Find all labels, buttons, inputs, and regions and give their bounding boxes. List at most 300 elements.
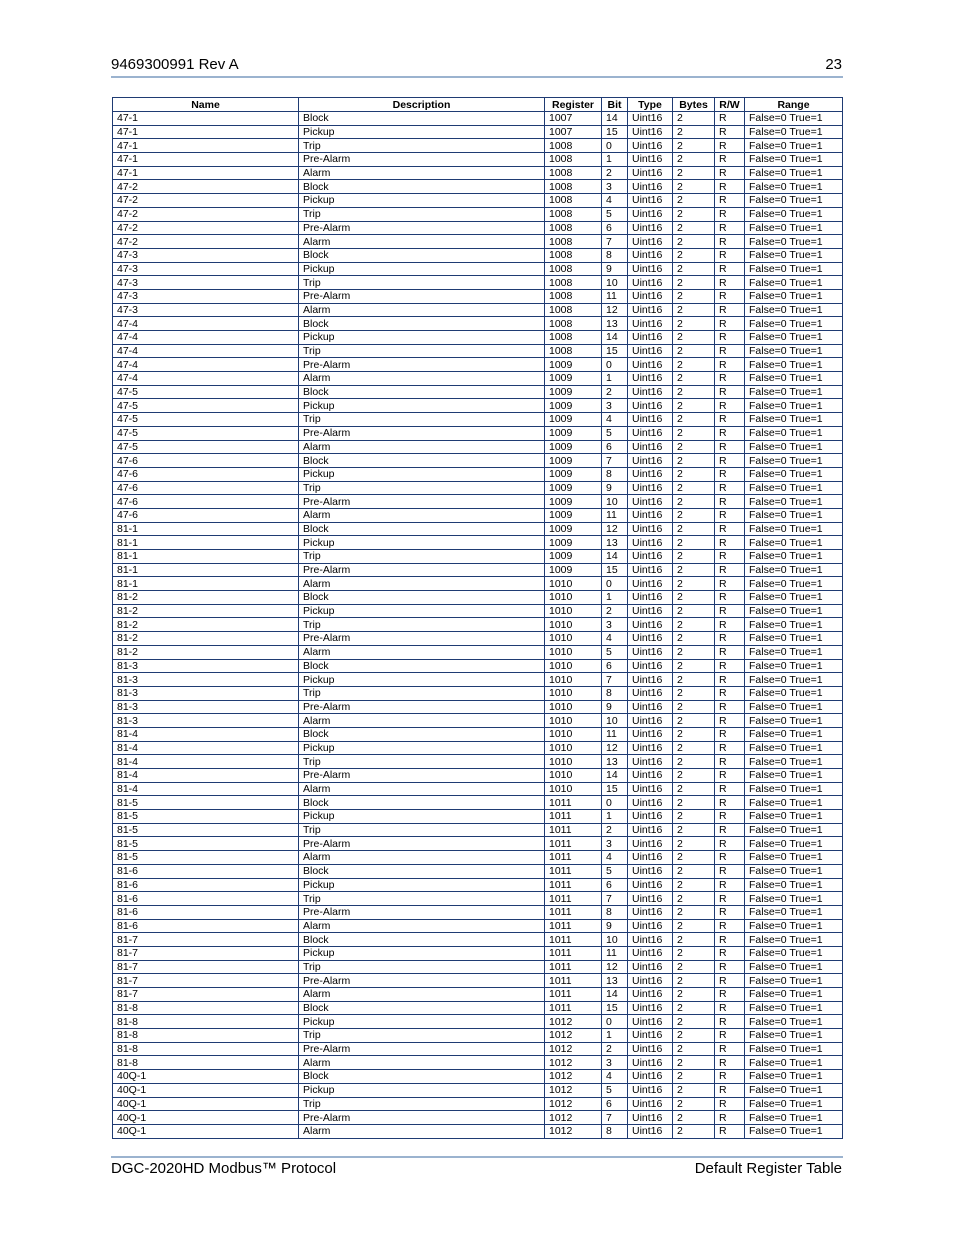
cell-description: Pickup — [299, 741, 545, 755]
cell-range: False=0 True=1 — [745, 467, 843, 481]
cell-range: False=0 True=1 — [745, 262, 843, 276]
cell-bit: 8 — [602, 686, 628, 700]
cell-register: 1010 — [545, 604, 602, 618]
cell-rw: R — [715, 796, 745, 810]
cell-rw: R — [715, 1015, 745, 1029]
cell-bytes: 2 — [673, 686, 715, 700]
cell-type: Uint16 — [628, 207, 673, 221]
cell-name: 81-6 — [113, 892, 299, 906]
cell-bit: 13 — [602, 755, 628, 769]
cell-type: Uint16 — [628, 467, 673, 481]
cell-range: False=0 True=1 — [745, 810, 843, 824]
cell-type: Uint16 — [628, 536, 673, 550]
cell-range: False=0 True=1 — [745, 180, 843, 194]
cell-range: False=0 True=1 — [745, 125, 843, 139]
cell-register: 1009 — [545, 413, 602, 427]
cell-name: 47-6 — [113, 481, 299, 495]
cell-description: Trip — [299, 960, 545, 974]
cell-rw: R — [715, 960, 745, 974]
cell-bit: 14 — [602, 988, 628, 1002]
cell-description: Pickup — [299, 536, 545, 550]
cell-register: 1008 — [545, 276, 602, 290]
cell-name: 47-4 — [113, 317, 299, 331]
cell-type: Uint16 — [628, 591, 673, 605]
cell-bytes: 2 — [673, 823, 715, 837]
cell-name: 40Q-1 — [113, 1097, 299, 1111]
cell-register: 1011 — [545, 988, 602, 1002]
cell-register: 1011 — [545, 864, 602, 878]
cell-name: 47-4 — [113, 331, 299, 345]
cell-type: Uint16 — [628, 262, 673, 276]
cell-name: 81-4 — [113, 782, 299, 796]
cell-bit: 3 — [602, 180, 628, 194]
cell-name: 47-2 — [113, 235, 299, 249]
cell-range: False=0 True=1 — [745, 508, 843, 522]
cell-range: False=0 True=1 — [745, 796, 843, 810]
cell-rw: R — [715, 495, 745, 509]
cell-name: 81-2 — [113, 604, 299, 618]
cell-register: 1009 — [545, 536, 602, 550]
footer-document-title: DGC-2020HD Modbus™ Protocol — [111, 1160, 337, 1177]
cell-bit: 2 — [602, 385, 628, 399]
table-row — [113, 276, 843, 290]
cell-register: 1008 — [545, 289, 602, 303]
cell-rw: R — [715, 358, 745, 372]
cell-type: Uint16 — [628, 454, 673, 468]
table-row — [113, 892, 843, 906]
cell-range: False=0 True=1 — [745, 1097, 843, 1111]
cell-name: 40Q-1 — [113, 1070, 299, 1084]
cell-register: 1011 — [545, 892, 602, 906]
cell-rw: R — [715, 659, 745, 673]
cell-description: Pre-Alarm — [299, 632, 545, 646]
table-row — [113, 248, 843, 262]
cell-bit: 12 — [602, 522, 628, 536]
cell-bytes: 2 — [673, 481, 715, 495]
cell-name: 47-3 — [113, 303, 299, 317]
cell-range: False=0 True=1 — [745, 618, 843, 632]
cell-range: False=0 True=1 — [745, 946, 843, 960]
cell-bytes: 2 — [673, 673, 715, 687]
cell-type: Uint16 — [628, 139, 673, 153]
cell-type: Uint16 — [628, 851, 673, 865]
table-row — [113, 413, 843, 427]
cell-range: False=0 True=1 — [745, 1015, 843, 1029]
cell-bytes: 2 — [673, 591, 715, 605]
cell-type: Uint16 — [628, 426, 673, 440]
cell-bit: 4 — [602, 194, 628, 208]
table-row — [113, 426, 843, 440]
cell-register: 1008 — [545, 194, 602, 208]
cell-type: Uint16 — [628, 645, 673, 659]
cell-description: Pickup — [299, 331, 545, 345]
cell-range: False=0 True=1 — [745, 919, 843, 933]
cell-description: Block — [299, 864, 545, 878]
cell-name: 47-3 — [113, 289, 299, 303]
cell-register: 1008 — [545, 166, 602, 180]
table-row — [113, 344, 843, 358]
cell-bit: 8 — [602, 248, 628, 262]
cell-register: 1008 — [545, 303, 602, 317]
cell-range: False=0 True=1 — [745, 207, 843, 221]
cell-name: 81-2 — [113, 618, 299, 632]
cell-name: 47-3 — [113, 262, 299, 276]
cell-name: 47-5 — [113, 426, 299, 440]
cell-description: Trip — [299, 276, 545, 290]
cell-register: 1010 — [545, 686, 602, 700]
cell-range: False=0 True=1 — [745, 892, 843, 906]
cell-bytes: 2 — [673, 1111, 715, 1125]
cell-type: Uint16 — [628, 166, 673, 180]
cell-description: Trip — [299, 344, 545, 358]
table-row — [113, 864, 843, 878]
cell-description: Pre-Alarm — [299, 289, 545, 303]
cell-description: Pre-Alarm — [299, 700, 545, 714]
cell-bit: 11 — [602, 508, 628, 522]
cell-register: 1008 — [545, 180, 602, 194]
cell-bit: 15 — [602, 1001, 628, 1015]
table-row — [113, 577, 843, 591]
cell-range: False=0 True=1 — [745, 1070, 843, 1084]
cell-bit: 3 — [602, 618, 628, 632]
cell-description: Block — [299, 727, 545, 741]
cell-type: Uint16 — [628, 153, 673, 167]
cell-rw: R — [715, 1111, 745, 1125]
cell-description: Block — [299, 112, 545, 126]
cell-bytes: 2 — [673, 1083, 715, 1097]
table-row — [113, 495, 843, 509]
cell-type: Uint16 — [628, 919, 673, 933]
cell-type: Uint16 — [628, 399, 673, 413]
cell-rw: R — [715, 276, 745, 290]
cell-type: Uint16 — [628, 180, 673, 194]
table-row — [113, 194, 843, 208]
cell-bytes: 2 — [673, 522, 715, 536]
cell-rw: R — [715, 536, 745, 550]
table-row — [113, 317, 843, 331]
cell-register: 1009 — [545, 495, 602, 509]
cell-type: Uint16 — [628, 235, 673, 249]
cell-register: 1012 — [545, 1029, 602, 1043]
cell-register: 1009 — [545, 426, 602, 440]
cell-name: 40Q-1 — [113, 1124, 299, 1138]
cell-description: Alarm — [299, 440, 545, 454]
cell-bytes: 2 — [673, 1056, 715, 1070]
table-row — [113, 1111, 843, 1125]
table-row — [113, 180, 843, 194]
cell-register: 1008 — [545, 207, 602, 221]
cell-range: False=0 True=1 — [745, 1042, 843, 1056]
cell-rw: R — [715, 454, 745, 468]
cell-bytes: 2 — [673, 166, 715, 180]
cell-bit: 8 — [602, 905, 628, 919]
cell-type: Uint16 — [628, 810, 673, 824]
cell-range: False=0 True=1 — [745, 550, 843, 564]
column-header-range: Range — [745, 98, 843, 112]
cell-range: False=0 True=1 — [745, 399, 843, 413]
cell-description: Pre-Alarm — [299, 221, 545, 235]
cell-bit: 9 — [602, 262, 628, 276]
cell-rw: R — [715, 837, 745, 851]
cell-bit: 14 — [602, 112, 628, 126]
cell-bytes: 2 — [673, 550, 715, 564]
cell-bit: 7 — [602, 454, 628, 468]
cell-range: False=0 True=1 — [745, 358, 843, 372]
cell-type: Uint16 — [628, 125, 673, 139]
cell-rw: R — [715, 303, 745, 317]
cell-bytes: 2 — [673, 139, 715, 153]
cell-type: Uint16 — [628, 358, 673, 372]
cell-type: Uint16 — [628, 1111, 673, 1125]
cell-type: Uint16 — [628, 563, 673, 577]
table-row — [113, 796, 843, 810]
cell-bytes: 2 — [673, 1124, 715, 1138]
table-row — [113, 714, 843, 728]
cell-bit: 4 — [602, 413, 628, 427]
cell-range: False=0 True=1 — [745, 1083, 843, 1097]
cell-range: False=0 True=1 — [745, 481, 843, 495]
table-row — [113, 659, 843, 673]
cell-bytes: 2 — [673, 782, 715, 796]
cell-bytes: 2 — [673, 604, 715, 618]
cell-range: False=0 True=1 — [745, 727, 843, 741]
table-row — [113, 837, 843, 851]
cell-register: 1008 — [545, 344, 602, 358]
cell-bytes: 2 — [673, 344, 715, 358]
cell-description: Block — [299, 180, 545, 194]
cell-register: 1012 — [545, 1097, 602, 1111]
cell-name: 47-5 — [113, 399, 299, 413]
page-number: 23 — [825, 56, 842, 73]
cell-bit: 2 — [602, 604, 628, 618]
cell-bit: 11 — [602, 727, 628, 741]
cell-register: 1009 — [545, 399, 602, 413]
cell-rw: R — [715, 755, 745, 769]
cell-description: Block — [299, 796, 545, 810]
cell-rw: R — [715, 508, 745, 522]
cell-bytes: 2 — [673, 755, 715, 769]
cell-register: 1009 — [545, 550, 602, 564]
cell-register: 1009 — [545, 454, 602, 468]
cell-rw: R — [715, 440, 745, 454]
cell-rw: R — [715, 686, 745, 700]
cell-rw: R — [715, 632, 745, 646]
table-row — [113, 1083, 843, 1097]
cell-bit: 8 — [602, 467, 628, 481]
cell-description: Trip — [299, 139, 545, 153]
cell-type: Uint16 — [628, 194, 673, 208]
cell-type: Uint16 — [628, 1029, 673, 1043]
table-row — [113, 139, 843, 153]
cell-rw: R — [715, 1124, 745, 1138]
cell-range: False=0 True=1 — [745, 139, 843, 153]
table-row — [113, 112, 843, 126]
table-row — [113, 399, 843, 413]
cell-name: 81-4 — [113, 741, 299, 755]
cell-rw: R — [715, 905, 745, 919]
cell-register: 1010 — [545, 645, 602, 659]
cell-range: False=0 True=1 — [745, 1001, 843, 1015]
cell-name: 81-7 — [113, 946, 299, 960]
cell-name: 81-6 — [113, 905, 299, 919]
cell-description: Block — [299, 933, 545, 947]
cell-bit: 2 — [602, 166, 628, 180]
cell-bytes: 2 — [673, 1070, 715, 1084]
cell-register: 1008 — [545, 248, 602, 262]
cell-bit: 8 — [602, 1124, 628, 1138]
cell-bytes: 2 — [673, 1001, 715, 1015]
cell-name: 81-2 — [113, 645, 299, 659]
cell-bytes: 2 — [673, 125, 715, 139]
cell-register: 1011 — [545, 933, 602, 947]
cell-register: 1010 — [545, 700, 602, 714]
cell-description: Block — [299, 248, 545, 262]
cell-description: Pre-Alarm — [299, 1042, 545, 1056]
cell-range: False=0 True=1 — [745, 289, 843, 303]
cell-bytes: 2 — [673, 960, 715, 974]
cell-name: 47-5 — [113, 440, 299, 454]
cell-rw: R — [715, 317, 745, 331]
cell-bit: 12 — [602, 303, 628, 317]
cell-rw: R — [715, 933, 745, 947]
cell-bit: 14 — [602, 550, 628, 564]
column-header-name: Name — [113, 98, 299, 112]
cell-name: 81-7 — [113, 974, 299, 988]
cell-register: 1008 — [545, 317, 602, 331]
cell-range: False=0 True=1 — [745, 440, 843, 454]
cell-type: Uint16 — [628, 481, 673, 495]
cell-bit: 6 — [602, 221, 628, 235]
cell-range: False=0 True=1 — [745, 536, 843, 550]
cell-description: Alarm — [299, 851, 545, 865]
cell-range: False=0 True=1 — [745, 933, 843, 947]
cell-description: Pre-Alarm — [299, 495, 545, 509]
cell-register: 1009 — [545, 481, 602, 495]
table-row — [113, 645, 843, 659]
cell-bytes: 2 — [673, 317, 715, 331]
cell-register: 1011 — [545, 851, 602, 865]
cell-bit: 2 — [602, 1042, 628, 1056]
cell-rw: R — [715, 385, 745, 399]
table-row — [113, 1124, 843, 1138]
column-header-rw: R/W — [715, 98, 745, 112]
table-row — [113, 946, 843, 960]
table-row — [113, 454, 843, 468]
table-row — [113, 385, 843, 399]
cell-name: 81-4 — [113, 769, 299, 783]
cell-description: Trip — [299, 550, 545, 564]
cell-type: Uint16 — [628, 686, 673, 700]
cell-name: 47-4 — [113, 344, 299, 358]
cell-type: Uint16 — [628, 946, 673, 960]
cell-bytes: 2 — [673, 714, 715, 728]
cell-bytes: 2 — [673, 1029, 715, 1043]
cell-range: False=0 True=1 — [745, 454, 843, 468]
cell-name: 81-5 — [113, 796, 299, 810]
cell-range: False=0 True=1 — [745, 317, 843, 331]
cell-register: 1011 — [545, 823, 602, 837]
cell-name: 47-4 — [113, 358, 299, 372]
cell-description: Alarm — [299, 714, 545, 728]
cell-bit: 7 — [602, 1111, 628, 1125]
cell-range: False=0 True=1 — [745, 673, 843, 687]
cell-type: Uint16 — [628, 289, 673, 303]
cell-type: Uint16 — [628, 550, 673, 564]
cell-bit: 0 — [602, 796, 628, 810]
cell-range: False=0 True=1 — [745, 714, 843, 728]
cell-range: False=0 True=1 — [745, 878, 843, 892]
cell-range: False=0 True=1 — [745, 864, 843, 878]
cell-description: Trip — [299, 618, 545, 632]
cell-type: Uint16 — [628, 413, 673, 427]
cell-rw: R — [715, 399, 745, 413]
cell-range: False=0 True=1 — [745, 331, 843, 345]
cell-type: Uint16 — [628, 1056, 673, 1070]
cell-description: Trip — [299, 1097, 545, 1111]
cell-name: 81-2 — [113, 632, 299, 646]
cell-type: Uint16 — [628, 303, 673, 317]
cell-bit: 6 — [602, 440, 628, 454]
cell-name: 47-1 — [113, 166, 299, 180]
cell-name: 81-3 — [113, 714, 299, 728]
cell-bit: 1 — [602, 591, 628, 605]
cell-bytes: 2 — [673, 837, 715, 851]
cell-type: Uint16 — [628, 782, 673, 796]
column-header-description: Description — [299, 98, 545, 112]
cell-bytes: 2 — [673, 577, 715, 591]
cell-rw: R — [715, 372, 745, 386]
table-row — [113, 153, 843, 167]
table-row — [113, 632, 843, 646]
cell-bytes: 2 — [673, 495, 715, 509]
cell-name: 40Q-1 — [113, 1083, 299, 1097]
cell-description: Alarm — [299, 372, 545, 386]
cell-bytes: 2 — [673, 905, 715, 919]
cell-type: Uint16 — [628, 317, 673, 331]
cell-description: Pickup — [299, 810, 545, 824]
cell-range: False=0 True=1 — [745, 823, 843, 837]
cell-name: 47-5 — [113, 413, 299, 427]
cell-description: Pickup — [299, 399, 545, 413]
cell-register: 1009 — [545, 522, 602, 536]
cell-bytes: 2 — [673, 700, 715, 714]
cell-description: Block — [299, 454, 545, 468]
cell-rw: R — [715, 823, 745, 837]
cell-type: Uint16 — [628, 372, 673, 386]
column-header-type: Type — [628, 98, 673, 112]
table-row — [113, 604, 843, 618]
cell-type: Uint16 — [628, 933, 673, 947]
cell-bit: 14 — [602, 331, 628, 345]
cell-description: Alarm — [299, 577, 545, 591]
cell-register: 1008 — [545, 153, 602, 167]
cell-range: False=0 True=1 — [745, 686, 843, 700]
cell-range: False=0 True=1 — [745, 235, 843, 249]
cell-rw: R — [715, 289, 745, 303]
cell-type: Uint16 — [628, 1070, 673, 1084]
cell-description: Alarm — [299, 1124, 545, 1138]
cell-range: False=0 True=1 — [745, 769, 843, 783]
cell-range: False=0 True=1 — [745, 221, 843, 235]
cell-register: 1010 — [545, 591, 602, 605]
cell-register: 1012 — [545, 1070, 602, 1084]
cell-rw: R — [715, 481, 745, 495]
cell-rw: R — [715, 139, 745, 153]
cell-description: Pre-Alarm — [299, 563, 545, 577]
table-row — [113, 207, 843, 221]
cell-range: False=0 True=1 — [745, 372, 843, 386]
cell-description: Pre-Alarm — [299, 358, 545, 372]
